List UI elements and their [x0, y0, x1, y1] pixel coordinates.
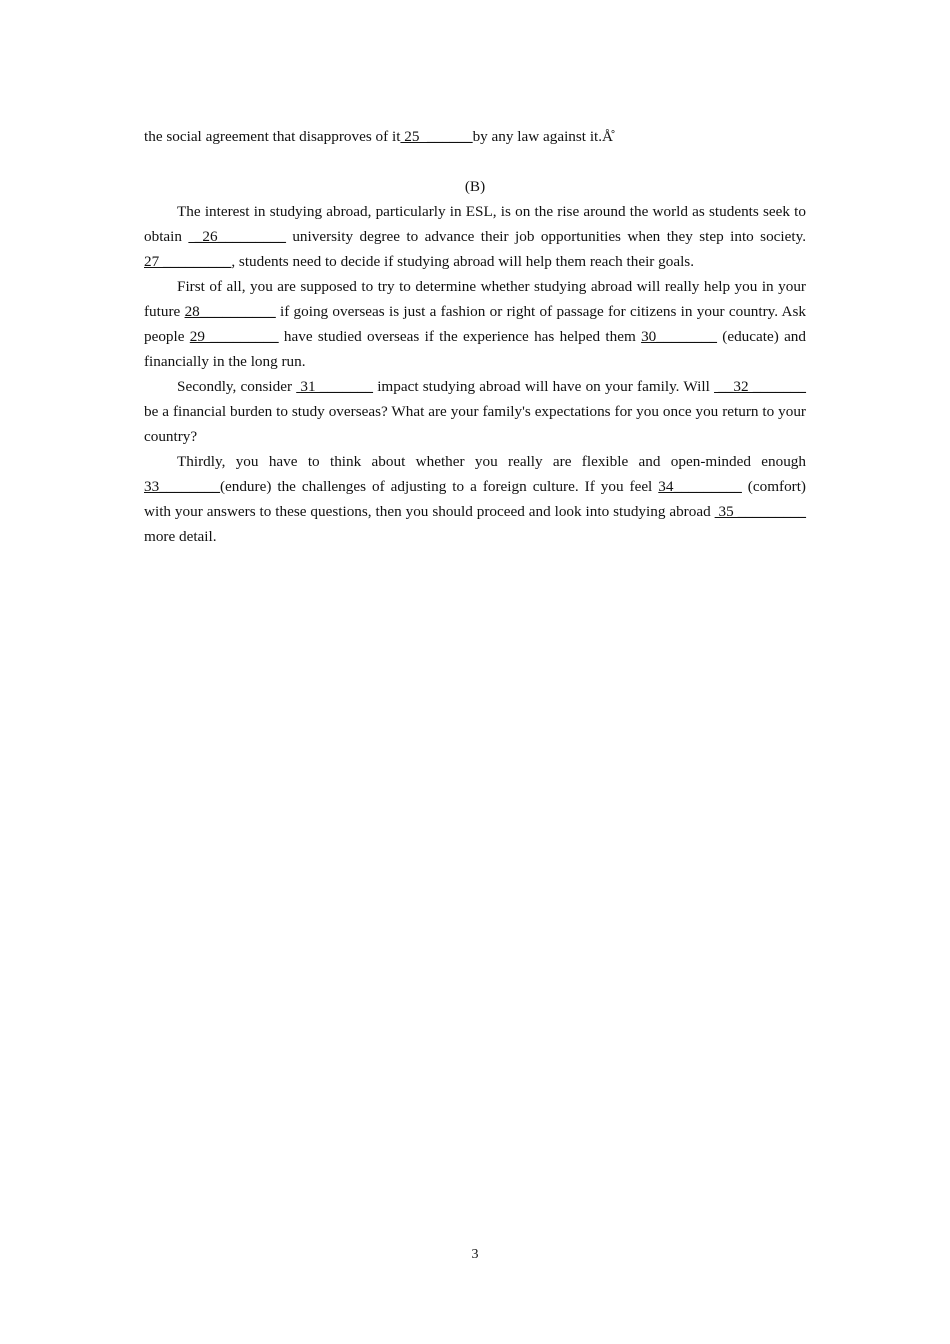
answer-blank: __32 _______: [714, 378, 806, 395]
passage-text: impact studying abroad will have on your family. Will: [373, 378, 715, 395]
paragraph: [144, 274, 806, 374]
answer-blank: 27 _________: [144, 253, 232, 270]
passage-text: more detail.: [144, 528, 217, 545]
paragraph: [144, 199, 806, 274]
passage-text: (endure) the challenges of adjusting to a foreign culture. If you feel: [219, 478, 659, 495]
carryover-line: [144, 124, 806, 149]
passage-text: , students need to decide if studying abroad will help them reach their goals.: [231, 253, 694, 270]
passage-text: be a financial burden to study overseas? What are your family's expectations for you once you return to your country?: [144, 403, 806, 445]
section-title: (B): [464, 178, 486, 195]
passage-text: First of all, you are supposed to try to determine whether studying abroad will really help you in your future: [144, 278, 806, 320]
answer-blank: 28__________: [184, 303, 276, 320]
answer-blank-25: 25 ______: [400, 128, 473, 145]
answer-blank: 29 _________: [189, 328, 279, 345]
passage-text: Secondly, consider: [177, 378, 297, 395]
passage-b: [144, 199, 806, 549]
answer-blank: 33________: [144, 478, 220, 495]
passage-text: (educate) and financially in the long run.: [144, 328, 806, 370]
document-body: [144, 124, 806, 549]
answer-blank: 35 _________: [714, 503, 807, 520]
answer-blank: _26_________: [188, 228, 286, 245]
page-number: 3: [471, 1247, 479, 1262]
paragraph: [144, 449, 806, 549]
passage-text: if going overseas is just a fashion or right of passage for citizens in your country. Ask people: [144, 303, 806, 345]
answer-blank: 34_________: [658, 478, 742, 495]
passage-text: university degree to advance their job opportunities when they step into society.: [285, 228, 806, 245]
carryover-text: the social agreement that disapproves of it: [144, 128, 401, 145]
passage-text: have studied overseas if the experience has helped them: [278, 328, 642, 345]
paragraph: [144, 374, 806, 449]
passage-text: Thirdly, you have to think about whether you really are flexible and open-minded enough: [177, 453, 806, 470]
passage-text: (comfort) with your answers to these questions, then you should proceed and look into studying abroad: [144, 478, 806, 520]
answer-blank: 30________: [641, 328, 717, 345]
passage-text: The interest in studying abroad, particularly in ESL, is on the rise around the world as students seek to obtain: [144, 203, 806, 245]
carryover-text-end: by any law against it.Å̊: [472, 128, 614, 145]
answer-blank: 31 _______: [296, 378, 373, 395]
